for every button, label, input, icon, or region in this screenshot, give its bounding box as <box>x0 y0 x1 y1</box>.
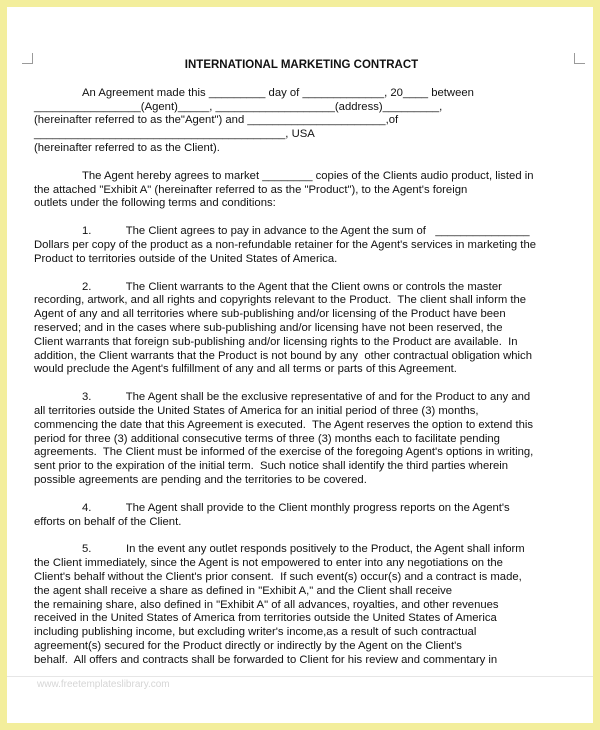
paragraph-line: all territories outside the United States of America for an initial period of three (3) months, <box>34 404 479 417</box>
paragraph-line: the remaining share, also defined in "Exhibit A" of all advances, royalties, and other revenues <box>34 598 499 611</box>
clause-5 <box>34 543 569 667</box>
paragraph-line: agreement(s) secured for the Product directly or indirectly by the Agent on the Client's <box>34 639 462 652</box>
document-page <box>7 7 593 723</box>
clause-2 <box>34 281 569 378</box>
paragraph-line: sent prior to the expiration of the initial term. Such notice shall identify the third parties wherein <box>34 460 509 473</box>
margin-corner-mark <box>22 53 33 64</box>
paragraph-line: period for three (3) additional consecutive terms of three (3) months each to facilitate pending <box>34 432 500 445</box>
clause-3 <box>34 391 569 488</box>
paragraph-line: commencing the date that this Agreement is executed. The Agent reserves the option to extend this <box>34 418 534 431</box>
clause-4 <box>34 502 569 530</box>
paragraph-line: 5. In the event any outlet responds positively to the Product, the Agent shall inform <box>82 543 525 556</box>
paragraph-line: the Client immediately, since the Agent is not empowered to enter into any negotiations on the <box>34 557 503 570</box>
paragraph-line: addition, the Client warrants that the Product is not bound by any other contractual obligation which <box>34 349 532 362</box>
paragraph-line: 3. The Agent shall be the exclusive representative of and for the Product to any and <box>82 391 531 404</box>
paragraph-line: the agent shall receive a share as defined in "Exhibit A," and the Client shall receive <box>34 584 453 597</box>
paragraph-line: would preclude the Agent's fulfillment of any and all terms or parts of this Agreement. <box>34 363 457 376</box>
agreement-paragraph <box>34 170 569 211</box>
paragraph-line: reserved; and in the cases where sub-publishing and/or licensing have not been reserved, the <box>34 321 503 334</box>
intro-line: (hereinafter referred to as the"Agent") and ______________________,of <box>34 114 399 127</box>
paragraph-line: 1. The Client agrees to pay in advance to the Agent the sum of _______________ <box>82 225 530 238</box>
paragraph-line: Client's behalf without the Client's prior consent. If such event(s) occur(s) and a contract is made, <box>34 570 522 583</box>
paragraph-line: agreements. The Client must be informed of the exercise of the foregoing Agent's options in writing, <box>34 446 534 459</box>
paragraph-line: outlets under the following terms and conditions: <box>34 197 276 210</box>
paragraph-line: behalf. All offers and contracts shall be forwarded to Client for his review and commentary in <box>34 653 498 666</box>
document-title: INTERNATIONAL MARKETING CONTRACT <box>184 59 419 71</box>
paragraph-line: Product to territories outside of the United States of America. <box>34 252 338 265</box>
paragraph-line: Client warrants that foreign sub-publishing and/or licensing rights to the Product are available. In <box>34 335 518 348</box>
paragraph-line: 4. The Agent shall provide to the Client monthly progress reports on the Agent's <box>82 501 510 514</box>
intro-line: An Agreement made this _________ day of _____________, 20____ between <box>82 86 474 99</box>
paragraph-line: Dollars per copy of the product as a non-refundable retainer for the Agent's services in marketing the <box>34 238 537 251</box>
paragraph-line: possible agreements are pending and the territories to be covered. <box>34 473 367 486</box>
intro-line: (hereinafter referred to as the Client). <box>34 141 220 154</box>
paragraph-line: received in the United States of America from territories outside the United States of America <box>34 612 497 625</box>
intro-block <box>34 87 569 156</box>
paragraph-line: Agent of any and all territories where sub-publishing and/or licensing of the Product have been <box>34 308 506 321</box>
intro-line: _________________(Agent)_____, ___________________(address)_________, <box>34 100 443 113</box>
watermark-text: www.freetemplateslibrary.com <box>37 679 170 690</box>
paragraph-line: 2. The Client warrants to the Agent that the Client owns or controls the master <box>82 280 502 293</box>
intro-line: ________________________________________, USA <box>34 128 315 141</box>
document-body <box>34 57 569 667</box>
page-divider <box>7 676 593 677</box>
paragraph-line: The Agent hereby agrees to market ________ copies of the Clients audio product, listed in <box>82 169 534 182</box>
paragraph-line: the attached "Exhibit A" (hereinafter referred to as the "Product"), to the Agent's foreign <box>34 183 468 196</box>
paragraph-line: efforts on behalf of the Client. <box>34 515 182 528</box>
paragraph-line: recording, artwork, and all rights and copyrights relevant to the Product. The client shall inform the <box>34 294 527 307</box>
paragraph-line: including publishing income, but excluding writer's income,as a result of such contractual <box>34 626 477 639</box>
margin-corner-mark <box>574 53 585 64</box>
clause-1 <box>34 225 569 266</box>
